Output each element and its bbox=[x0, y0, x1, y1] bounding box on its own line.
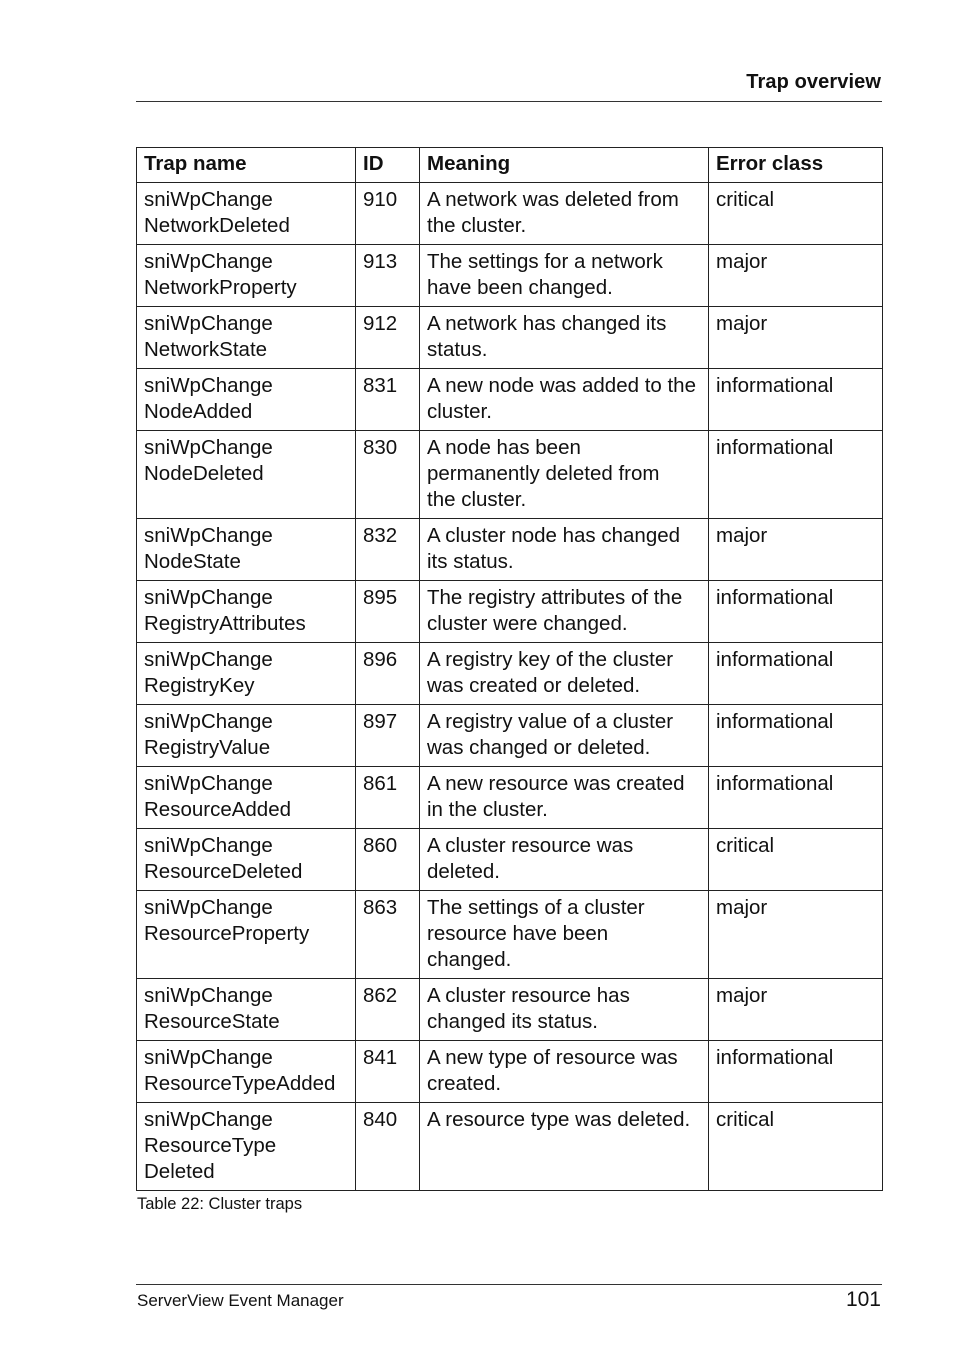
footer-divider bbox=[136, 1284, 882, 1285]
meaning-cell bbox=[420, 581, 709, 643]
meaning-cell-line: A network has changed its bbox=[427, 312, 667, 335]
trap-name-cell bbox=[137, 979, 356, 1041]
error-class-cell: informational bbox=[709, 431, 883, 519]
error-class-cell: major bbox=[709, 245, 883, 307]
trap-name-cell bbox=[137, 829, 356, 891]
trap-name-cell bbox=[137, 1103, 356, 1191]
trap-name-cell-line: RegistryKey bbox=[144, 674, 255, 697]
trap-id-cell: 862 bbox=[356, 979, 420, 1041]
meaning-cell-line: A new node was added to the bbox=[427, 374, 696, 397]
error-class-cell: informational bbox=[709, 643, 883, 705]
error-class-cell: informational bbox=[709, 581, 883, 643]
meaning-cell-line: was changed or deleted. bbox=[427, 736, 651, 759]
meaning-cell-line: deleted. bbox=[427, 860, 500, 883]
meaning-cell bbox=[420, 183, 709, 245]
trap-id-cell: 895 bbox=[356, 581, 420, 643]
trap-id-cell: 860 bbox=[356, 829, 420, 891]
trap-id-cell: 841 bbox=[356, 1041, 420, 1103]
meaning-cell-line: A cluster resource has bbox=[427, 984, 630, 1007]
trap-name-cell-line: ResourceAdded bbox=[144, 798, 292, 821]
header-divider bbox=[136, 101, 882, 102]
meaning-cell-line: cluster. bbox=[427, 400, 492, 423]
trap-id-cell: 896 bbox=[356, 643, 420, 705]
meaning-cell-line: The registry attributes of the bbox=[427, 586, 683, 609]
meaning-cell-line: have been changed. bbox=[427, 276, 613, 299]
table-row bbox=[137, 183, 883, 245]
page-header-title: Trap overview bbox=[746, 71, 881, 93]
trap-name-cell-line: sniWpChange bbox=[144, 312, 273, 335]
table-row bbox=[137, 767, 883, 829]
column-header-id: ID bbox=[356, 148, 420, 183]
trap-name-cell-line: NetworkProperty bbox=[144, 276, 297, 299]
error-class-cell: critical bbox=[709, 829, 883, 891]
meaning-cell bbox=[420, 245, 709, 307]
trap-id-cell: 832 bbox=[356, 519, 420, 581]
meaning-cell-line: A network was deleted from bbox=[427, 188, 679, 211]
trap-id-cell: 913 bbox=[356, 245, 420, 307]
trap-name-cell-line: sniWpChange bbox=[144, 984, 273, 1007]
trap-id-cell: 861 bbox=[356, 767, 420, 829]
meaning-cell bbox=[420, 1041, 709, 1103]
meaning-cell-line: A registry key of the cluster bbox=[427, 648, 674, 671]
meaning-cell-line: A new resource was created bbox=[427, 772, 685, 795]
error-class-cell: major bbox=[709, 979, 883, 1041]
trap-name-cell-line: sniWpChange bbox=[144, 524, 273, 547]
table-row bbox=[137, 581, 883, 643]
trap-name-cell bbox=[137, 705, 356, 767]
error-class-cell: informational bbox=[709, 705, 883, 767]
meaning-cell bbox=[420, 1103, 709, 1191]
trap-name-cell-line: sniWpChange bbox=[144, 188, 273, 211]
trap-id-cell: 863 bbox=[356, 891, 420, 979]
meaning-cell bbox=[420, 829, 709, 891]
column-header-error-class: Error class bbox=[709, 148, 883, 183]
meaning-cell bbox=[420, 369, 709, 431]
meaning-cell-line: created. bbox=[427, 1072, 502, 1095]
trap-name-cell bbox=[137, 643, 356, 705]
error-class-cell: informational bbox=[709, 369, 883, 431]
table-row bbox=[137, 245, 883, 307]
error-class-cell: critical bbox=[709, 1103, 883, 1191]
trap-name-cell-line: sniWpChange bbox=[144, 1046, 273, 1069]
meaning-cell-line: A registry value of a cluster bbox=[427, 710, 674, 733]
meaning-cell-line: the cluster. bbox=[427, 488, 527, 511]
table-row bbox=[137, 891, 883, 979]
meaning-cell-line: the cluster. bbox=[427, 214, 527, 237]
trap-name-cell-line: RegistryValue bbox=[144, 736, 271, 759]
error-class-cell: major bbox=[709, 307, 883, 369]
trap-name-cell-line: NodeState bbox=[144, 550, 241, 573]
trap-id-cell: 912 bbox=[356, 307, 420, 369]
trap-name-cell bbox=[137, 183, 356, 245]
trap-name-cell bbox=[137, 245, 356, 307]
trap-name-cell-line: NetworkState bbox=[144, 338, 268, 361]
meaning-cell bbox=[420, 643, 709, 705]
meaning-cell-line: A cluster resource was bbox=[427, 834, 634, 857]
trap-name-cell bbox=[137, 431, 356, 519]
trap-name-cell-line: RegistryAttributes bbox=[144, 612, 306, 635]
trap-id-cell: 910 bbox=[356, 183, 420, 245]
error-class-cell: informational bbox=[709, 1041, 883, 1103]
cluster-traps-table bbox=[136, 147, 883, 1191]
page-number: 101 bbox=[845, 1288, 881, 1311]
meaning-cell bbox=[420, 307, 709, 369]
meaning-cell-line: The settings of a cluster bbox=[427, 896, 645, 919]
meaning-cell-line: A new type of resource was bbox=[427, 1046, 678, 1069]
trap-name-cell-line: sniWpChange bbox=[144, 374, 273, 397]
trap-id-cell: 840 bbox=[356, 1103, 420, 1191]
trap-name-cell-line: sniWpChange bbox=[144, 710, 273, 733]
table-row bbox=[137, 705, 883, 767]
meaning-cell-line: changed. bbox=[427, 948, 512, 971]
trap-name-cell-line: sniWpChange bbox=[144, 896, 273, 919]
meaning-cell-line: resource have been bbox=[427, 922, 609, 945]
column-header-meaning: Meaning bbox=[420, 148, 709, 183]
trap-name-cell-line: ResourceTypeAdded bbox=[144, 1072, 336, 1095]
trap-name-cell-line: NodeDeleted bbox=[144, 462, 264, 485]
trap-name-cell-line: sniWpChange bbox=[144, 772, 273, 795]
meaning-cell-line: A cluster node has changed bbox=[427, 524, 681, 547]
meaning-cell bbox=[420, 767, 709, 829]
meaning-cell-line: A node has been bbox=[427, 436, 581, 459]
trap-id-cell: 897 bbox=[356, 705, 420, 767]
table-row bbox=[137, 979, 883, 1041]
meaning-cell bbox=[420, 705, 709, 767]
meaning-cell-line: The settings for a network bbox=[427, 250, 663, 273]
table-row bbox=[137, 307, 883, 369]
trap-id-cell: 830 bbox=[356, 431, 420, 519]
table-body bbox=[137, 183, 883, 1191]
meaning-cell bbox=[420, 979, 709, 1041]
meaning-cell bbox=[420, 519, 709, 581]
table-row bbox=[137, 519, 883, 581]
trap-name-cell-line: sniWpChange bbox=[144, 586, 273, 609]
trap-name-cell bbox=[137, 891, 356, 979]
trap-name-cell-line: sniWpChange bbox=[144, 1108, 273, 1131]
trap-id-cell: 831 bbox=[356, 369, 420, 431]
trap-name-cell-line: ResourceDeleted bbox=[144, 860, 303, 883]
error-class-cell: critical bbox=[709, 183, 883, 245]
trap-name-cell bbox=[137, 519, 356, 581]
meaning-cell-line: A resource type was deleted. bbox=[427, 1108, 691, 1131]
trap-name-cell bbox=[137, 767, 356, 829]
error-class-cell: major bbox=[709, 891, 883, 979]
meaning-cell-line: its status. bbox=[427, 550, 514, 573]
table-row bbox=[137, 1103, 883, 1191]
trap-name-cell bbox=[137, 581, 356, 643]
table-row bbox=[137, 369, 883, 431]
table-row bbox=[137, 829, 883, 891]
trap-name-cell-line: sniWpChange bbox=[144, 834, 273, 857]
table-row bbox=[137, 431, 883, 519]
table-row bbox=[137, 1041, 883, 1103]
trap-name-cell bbox=[137, 369, 356, 431]
trap-name-cell-line: ResourceState bbox=[144, 1010, 280, 1033]
table-row bbox=[137, 643, 883, 705]
table-caption: Table 22: Cluster traps bbox=[137, 1195, 303, 1213]
trap-name-cell-line: sniWpChange bbox=[144, 648, 273, 671]
trap-name-cell-line: NodeAdded bbox=[144, 400, 253, 423]
meaning-cell-line: was created or deleted. bbox=[427, 674, 641, 697]
trap-name-cell-line: ResourceProperty bbox=[144, 922, 310, 945]
table-header-row bbox=[137, 148, 883, 183]
footer-doc-title: ServerView Event Manager bbox=[137, 1291, 344, 1310]
trap-name-cell-line: Deleted bbox=[144, 1160, 215, 1183]
trap-name-cell bbox=[137, 307, 356, 369]
meaning-cell bbox=[420, 891, 709, 979]
trap-name-cell-line: ResourceType bbox=[144, 1134, 277, 1157]
trap-name-cell-line: sniWpChange bbox=[144, 436, 273, 459]
trap-name-cell bbox=[137, 1041, 356, 1103]
meaning-cell bbox=[420, 431, 709, 519]
error-class-cell: informational bbox=[709, 767, 883, 829]
column-header-trap-name: Trap name bbox=[137, 148, 356, 183]
meaning-cell-line: permanently deleted from bbox=[427, 462, 660, 485]
trap-name-cell-line: NetworkDeleted bbox=[144, 214, 290, 237]
meaning-cell-line: changed its status. bbox=[427, 1010, 598, 1033]
meaning-cell-line: status. bbox=[427, 338, 488, 361]
meaning-cell-line: in the cluster. bbox=[427, 798, 548, 821]
trap-name-cell-line: sniWpChange bbox=[144, 250, 273, 273]
meaning-cell-line: cluster were changed. bbox=[427, 612, 628, 635]
error-class-cell: major bbox=[709, 519, 883, 581]
